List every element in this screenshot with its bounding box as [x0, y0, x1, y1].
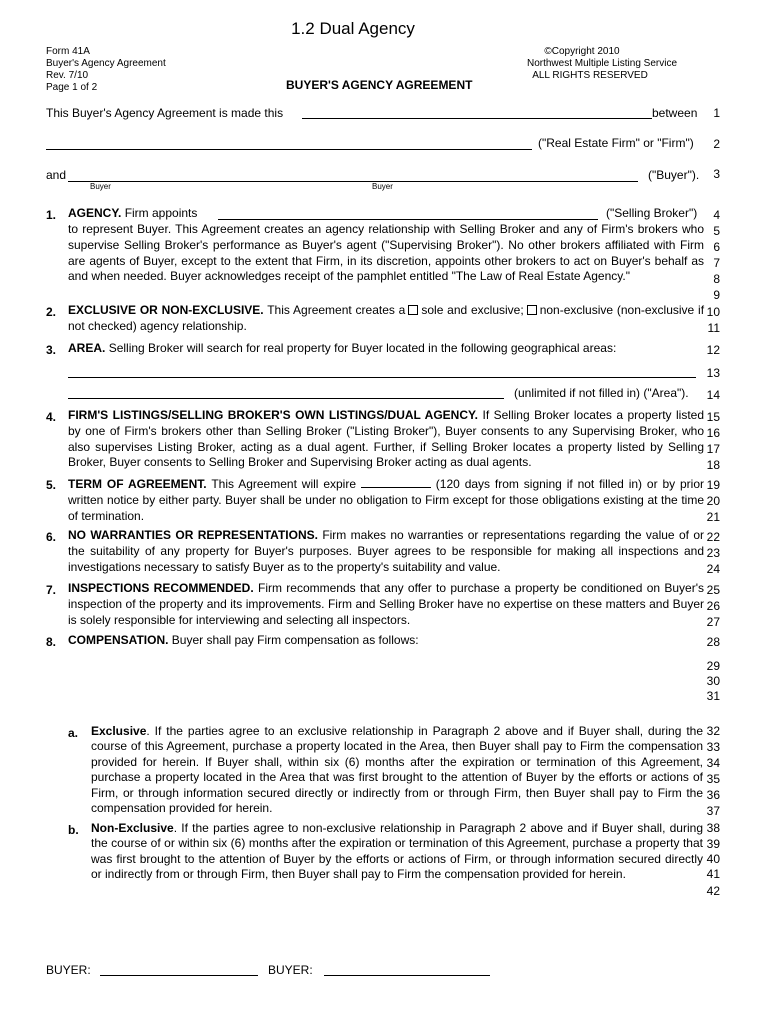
- selling-broker-field[interactable]: [218, 219, 598, 220]
- line-number: 37: [706, 804, 720, 818]
- section-text: Firm appoints: [124, 206, 198, 220]
- line-number: 22: [706, 530, 720, 544]
- line-number: 19: [706, 478, 720, 492]
- section-2-body: [68, 303, 704, 335]
- organization: Northwest Multiple Listing Service: [526, 58, 678, 69]
- section-heading: EXCLUSIVE OR NON-EXCLUSIVE.: [68, 303, 264, 317]
- copyright: ©Copyright 2010: [544, 46, 620, 57]
- section-number: 5.: [46, 478, 57, 492]
- line-number: 26: [706, 599, 720, 613]
- buyer-caption: Buyer: [372, 182, 393, 191]
- line-number: 20: [706, 494, 720, 508]
- form-name: Buyer's Agency Agreement: [46, 58, 166, 69]
- line-number: 1: [713, 106, 720, 120]
- section-3-body: [68, 341, 704, 357]
- subsection-heading: Non-Exclusive: [91, 821, 174, 835]
- section-number: 2.: [46, 305, 57, 319]
- section-5-body: [68, 476, 704, 524]
- form-revision: Rev. 7/10: [46, 70, 89, 81]
- subsection-heading: Exclusive: [91, 724, 147, 738]
- section-number: 7.: [46, 583, 57, 597]
- line-number: 42: [706, 884, 720, 898]
- subsection-a-body: [91, 724, 703, 816]
- section-number: 8.: [46, 635, 57, 649]
- non-exclusive-checkbox[interactable]: [527, 305, 537, 315]
- line-number: 30: [706, 674, 720, 688]
- subsection-letter: b.: [68, 823, 79, 837]
- section-6-body: [68, 528, 704, 575]
- page-title: 1.2 Dual Agency: [291, 19, 415, 38]
- line-number: 3: [713, 167, 720, 181]
- section-body: to represent Buyer. This Agreement creates an agency relationship with Selling Broker and any of Firm's brokers who supervise Selling Broker's performance as Buyer's agent ("Supervising Broker"). No other brokers affiliated with Firm are agents of Buyer, except to the extent that Firm, in its discretion, appoints other brokers to act on Buyer's behalf as and when needed. Buyer acknowledges receipt of the pamphlet entitled "The Law of Real Estate Agency.": [68, 222, 704, 284]
- line-number: 29: [706, 659, 720, 673]
- line-number: 5: [713, 224, 720, 238]
- between-label: between: [652, 106, 698, 120]
- area-field-2[interactable]: [68, 398, 504, 399]
- and-label: and: [46, 168, 67, 182]
- section-number: 6.: [46, 530, 57, 544]
- line-number: 27: [706, 615, 720, 629]
- section-text: (120 days from signing if not filled in) or by prior written notice by either party. Buyer shall be under no obligation to Firm except for those obligations existing at the time of termination.: [68, 477, 705, 523]
- subsection-text: . If the parties agree to an exclusive relationship in Paragraph 2 above and if Buyer shall, during the course of this Agreement, purchase a property located in the Area, then Buyer shall pay to Firm the compensation provided for herein. If Buyer shall, within six (6) months after the expiration or termination of this Agreement, purchase a property located in the Area that was first brought to the attention of Buyer by the efforts or actions of Firm, or through information secured directly or indirectly from or through Firm, then Buyer shall pay to Firm the compensation provided for herein.: [91, 724, 703, 816]
- line-number: 11: [707, 321, 720, 335]
- form-number: Form 41A: [46, 46, 90, 57]
- page-number: Page 1 of 2: [46, 82, 98, 93]
- line-number: 23: [706, 546, 720, 560]
- line-number: 32: [706, 724, 720, 738]
- line-number: 28: [706, 635, 720, 649]
- section-number: 4.: [46, 410, 57, 424]
- buyer-name-field[interactable]: [68, 181, 638, 182]
- sole-exclusive-checkbox[interactable]: [408, 305, 418, 315]
- line-number: 35: [706, 772, 720, 786]
- line-number: 21: [706, 510, 720, 524]
- firm-label: ("Real Estate Firm" or "Firm"): [538, 136, 694, 150]
- buyer-signature-field-1[interactable]: [100, 975, 258, 976]
- section-heading: FIRM'S LISTINGS/SELLING BROKER'S OWN LISTINGS/DUAL AGENCY.: [68, 408, 479, 422]
- section-1-lead: [68, 206, 197, 222]
- section-text: sole and exclusive;: [421, 303, 524, 317]
- line-number: 9: [713, 288, 720, 302]
- section-heading: INSPECTIONS RECOMMENDED.: [68, 581, 254, 595]
- section-heading: AREA.: [68, 341, 106, 355]
- buyer-label: ("Buyer").: [648, 168, 700, 182]
- section-heading: TERM OF AGREEMENT.: [68, 477, 207, 491]
- line-number: 39: [706, 837, 720, 851]
- section-text: This Agreement will expire: [211, 477, 357, 491]
- line-number: 41: [706, 867, 720, 881]
- document-title: BUYER'S AGENCY AGREEMENT: [286, 78, 473, 92]
- line-number: 18: [706, 458, 720, 472]
- expiration-date-field[interactable]: [361, 476, 431, 488]
- buyer-signature-label: BUYER:: [268, 963, 313, 977]
- area-field-1[interactable]: [68, 377, 696, 378]
- line-number: 6: [713, 240, 720, 254]
- section-text: non-exclusive (non-exclusive if not checked) agency relationship.: [68, 303, 705, 333]
- intro-text: This Buyer's Agency Agreement is made this: [46, 106, 284, 120]
- section-8-body: [68, 633, 704, 649]
- buyer-signature-label: BUYER:: [46, 963, 91, 977]
- section-7-body: [68, 581, 704, 628]
- line-number: 7: [713, 256, 720, 270]
- line-number: 33: [706, 740, 720, 754]
- subsection-text: . If the parties agree to non-exclusive relationship in Paragraph 2 above and if Buyer shall, during the course of or within six (6) months after the expiration or termination of this Agreement, purchase a property that was first brought to the attention of Buyer by the efforts or actions of Firm, or through information secured directly or indirectly from or through Firm, then Buyer shall pay to Firm the compensation provided for herein.: [91, 821, 703, 882]
- buyer-caption: Buyer: [90, 182, 111, 191]
- section-text: Firm makes no warranties or representations regarding the value of or the suitability of any property for Buyer's purposes. Buyer agrees to be responsible for making all inspections and investigations necessary to satisfy Buyer as to the property's suitability and value.: [68, 528, 704, 574]
- section-4-body: [68, 408, 704, 471]
- line-number: 8: [713, 272, 720, 286]
- line-number: 2: [713, 137, 720, 151]
- line-number: 14: [706, 388, 720, 402]
- section-text: This Agreement creates a: [267, 303, 406, 317]
- line-number: 36: [706, 788, 720, 802]
- line-number: 24: [706, 562, 720, 576]
- line-number: 15: [706, 410, 720, 424]
- section-text: If Selling Broker locates a property listed by one of Firm's brokers other than Selling Broker ("Listing Broker"), Buyer consents to any Supervising Broker, who also supervises Listing Broker, acting as a dual agent. Further, if Selling Broker locates a property listed by Selling Broker, Buyer consents to Selling Broker and Supervising Broker acting as dual agents.: [68, 408, 704, 470]
- section-text: Buyer shall pay Firm compensation as follows:: [171, 633, 419, 647]
- line-number: 13: [706, 366, 720, 380]
- section-heading: NO WARRANTIES OR REPRESENTATIONS.: [68, 528, 318, 542]
- section-heading: COMPENSATION.: [68, 633, 169, 647]
- section-number: 1.: [46, 208, 57, 222]
- section-heading: AGENCY.: [68, 206, 122, 220]
- line-number: 38: [706, 821, 720, 835]
- line-number: 40: [706, 852, 720, 866]
- unlimited-label: (unlimited if not filled in) ("Area").: [514, 386, 689, 400]
- date-field[interactable]: [302, 118, 652, 119]
- line-number: 34: [706, 756, 720, 770]
- line-number: 12: [706, 343, 720, 357]
- buyer-signature-field-2[interactable]: [324, 975, 490, 976]
- section-text: Firm recommends that any offer to purchase a property be conditioned on Buyer's inspection of the property and its improvements. Firm and Selling Broker have no expertise on these matters and Buyer is solely responsible for interviewing and selecting all inspectors.: [68, 581, 704, 627]
- line-number: 25: [706, 583, 720, 597]
- section-text: Selling Broker will search for real property for Buyer located in the following geographical areas:: [108, 341, 617, 355]
- subsection-b-body: [91, 821, 703, 883]
- line-number: 16: [706, 426, 720, 440]
- subsection-letter: a.: [68, 726, 79, 740]
- line-number: 17: [706, 442, 720, 456]
- line-number: 31: [706, 689, 720, 703]
- line-number: 10: [706, 305, 720, 319]
- section-number: 3.: [46, 343, 57, 357]
- rights-notice: ALL RIGHTS RESERVED: [532, 70, 648, 81]
- line-number: 4: [713, 208, 720, 222]
- firm-name-field[interactable]: [46, 149, 532, 150]
- selling-broker-label: ("Selling Broker"): [606, 206, 698, 220]
